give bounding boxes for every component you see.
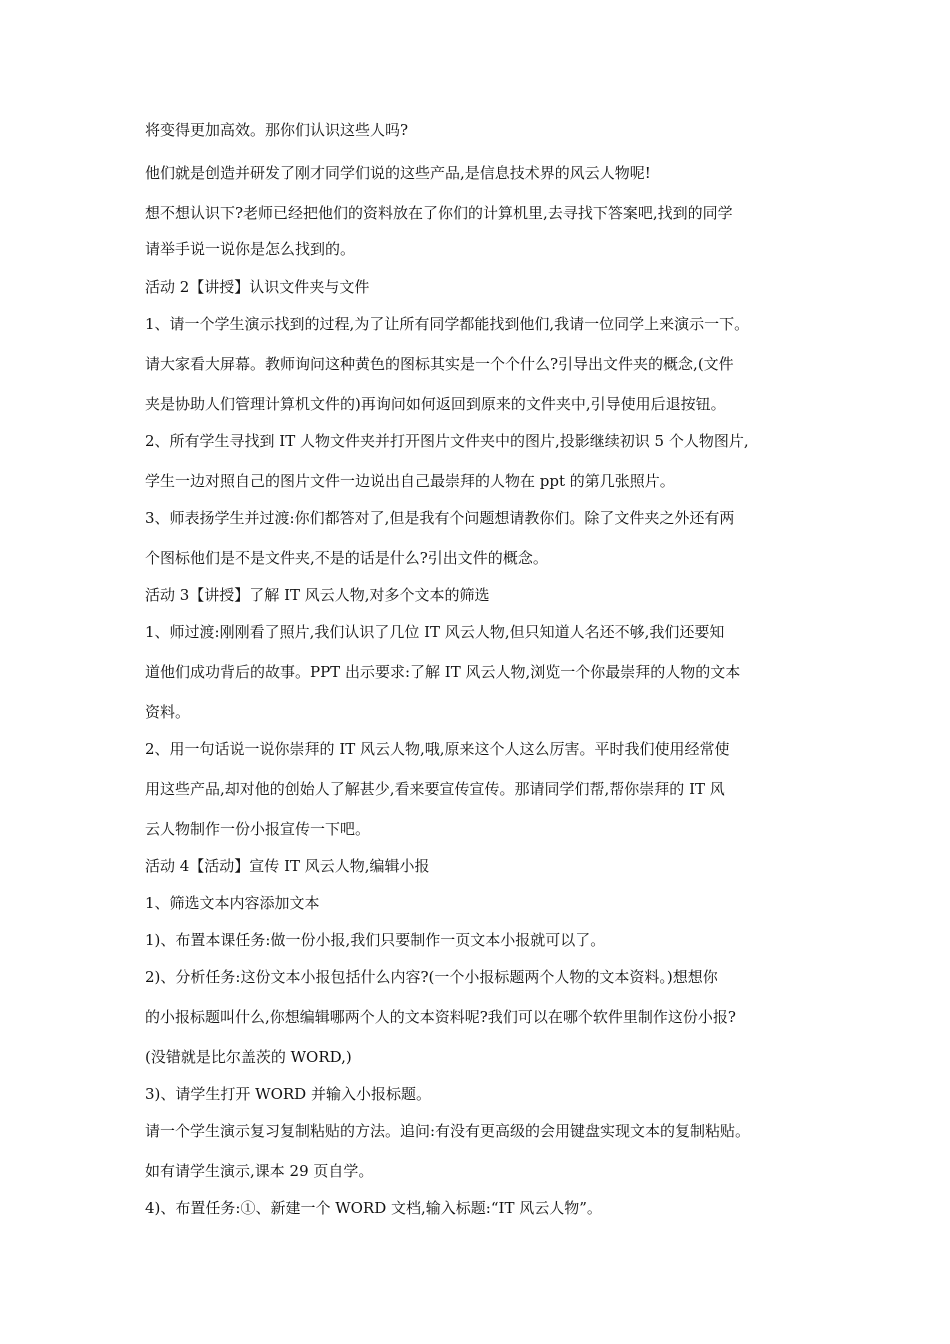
text-line: 3、师表扬学生并过渡:你们都答对了,但是我有个问题想请教你们。除了文件夹之外还有两 bbox=[145, 509, 735, 527]
text-line: 2、用一句话说一说你崇拜的 IT 风云人物,哦,原来这个人这么厉害。平时我们使用经常使 bbox=[145, 740, 730, 758]
text-line: 1、师过渡:刚刚看了照片,我们认识了几位 IT 风云人物,但只知道人名还不够,我们还要知 bbox=[145, 623, 725, 641]
text-line: (没错就是比尔盖茨的 WORD,) bbox=[145, 1048, 352, 1066]
text-line: 请一个学生演示复习复制粘贴的方法。追问:有没有更高级的会用键盘实现文本的复制粘贴。 bbox=[145, 1122, 751, 1140]
text-line: 夹是协助人们管理计算机文件的)再询问如何返回到原来的文件夹中,引导使用后退按钮。 bbox=[145, 395, 726, 413]
text-line: 的小报标题叫什么,你想编辑哪两个人的文本资料呢?我们可以在哪个软件里制作这份小报? bbox=[145, 1008, 736, 1026]
text-line: 1、筛选文本内容添加文本 bbox=[145, 894, 320, 912]
text-line: 3)、请学生打开 WORD 并输入小报标题。 bbox=[145, 1085, 431, 1103]
text-line: 1、请一个学生演示找到的过程,为了让所有同学都能找到他们,我请一位同学上来演示一下。 bbox=[145, 315, 750, 333]
text-line: 将变得更加高效。那你们认识这些人吗? bbox=[145, 121, 409, 139]
text-line: 云人物制作一份小报宣传一下吧。 bbox=[145, 820, 371, 838]
text-line: 4)、布置任务:①、新建一个 WORD 文档,输入标题:“IT 风云人物”。 bbox=[145, 1199, 602, 1217]
section-heading: 活动 3【讲授】了解 IT 风云人物,对多个文本的筛选 bbox=[145, 586, 490, 604]
text-line: 1)、布置本课任务:做一份小报,我们只要制作一页文本小报就可以了。 bbox=[145, 931, 606, 949]
text-line: 请大家看大屏幕。教师询问这种黄色的图标其实是一个个什么?引导出文件夹的概念,(文件 bbox=[145, 355, 734, 373]
text-line: 个图标他们是不是文件夹,不是的话是什么?引出文件的概念。 bbox=[145, 549, 548, 567]
text-line: 学生一边对照自己的图片文件一边说出自己最崇拜的人物在 ppt 的第几张照片。 bbox=[145, 472, 675, 490]
section-heading: 活动 2【讲授】认识文件夹与文件 bbox=[145, 278, 370, 296]
text-line: 他们就是创造并研发了刚才同学们说的这些产品,是信息技术界的风云人物呢! bbox=[145, 164, 651, 182]
text-line: 2)、分析任务:这份文本小报包括什么内容?(一个小报标题两个人物的文本资料。)想想你 bbox=[145, 968, 718, 986]
text-line: 道他们成功背后的故事。PPT 出示要求:了解 IT 风云人物,浏览一个你最崇拜的人物的文本 bbox=[145, 663, 741, 681]
text-line: 如有请学生演示,课本 29 页自学。 bbox=[145, 1162, 374, 1180]
text-line: 请举手说一说你是怎么找到的。 bbox=[145, 240, 356, 258]
text-line: 2、所有学生寻找到 IT 人物文件夹并打开图片文件夹中的图片,投影继续初识 5 个人物图片, bbox=[145, 432, 749, 450]
text-line: 用这些产品,却对他的创始人了解甚少,看来要宣传宣传。那请同学们帮,帮你崇拜的 IT 风 bbox=[145, 780, 725, 798]
text-line: 资料。 bbox=[145, 703, 191, 721]
text-line: 想不想认识下?老师已经把他们的资料放在了你们的计算机里,去寻找下答案吧,找到的同学 bbox=[145, 204, 733, 222]
section-heading: 活动 4【活动】宣传 IT 风云人物,编辑小报 bbox=[145, 857, 430, 875]
